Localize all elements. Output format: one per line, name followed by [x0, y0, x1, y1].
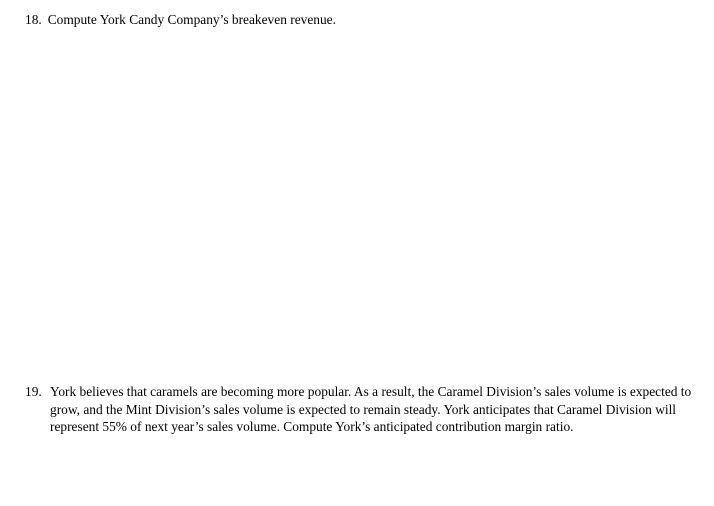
question-19-text: York believes that caramels are becoming more popular. As a result, the Caramel Division’s sales volume is expected to grow, and the Mint Division’s sales volume is expected to remain steady. York anticipates that Caramel Division will represent 55% of next year’s sales volume. Compute York’s anticipated contribution margin ratio. [50, 384, 692, 434]
question-19-number: 19. [25, 384, 42, 399]
question-19 [25, 383, 697, 436]
question-18-number: 18. [25, 12, 42, 27]
question-18-text: Compute York Candy Company’s breakeven revenue. [47, 12, 336, 27]
question-18-row [25, 11, 685, 29]
question-18 [25, 11, 685, 29]
question-19-row [25, 383, 697, 436]
